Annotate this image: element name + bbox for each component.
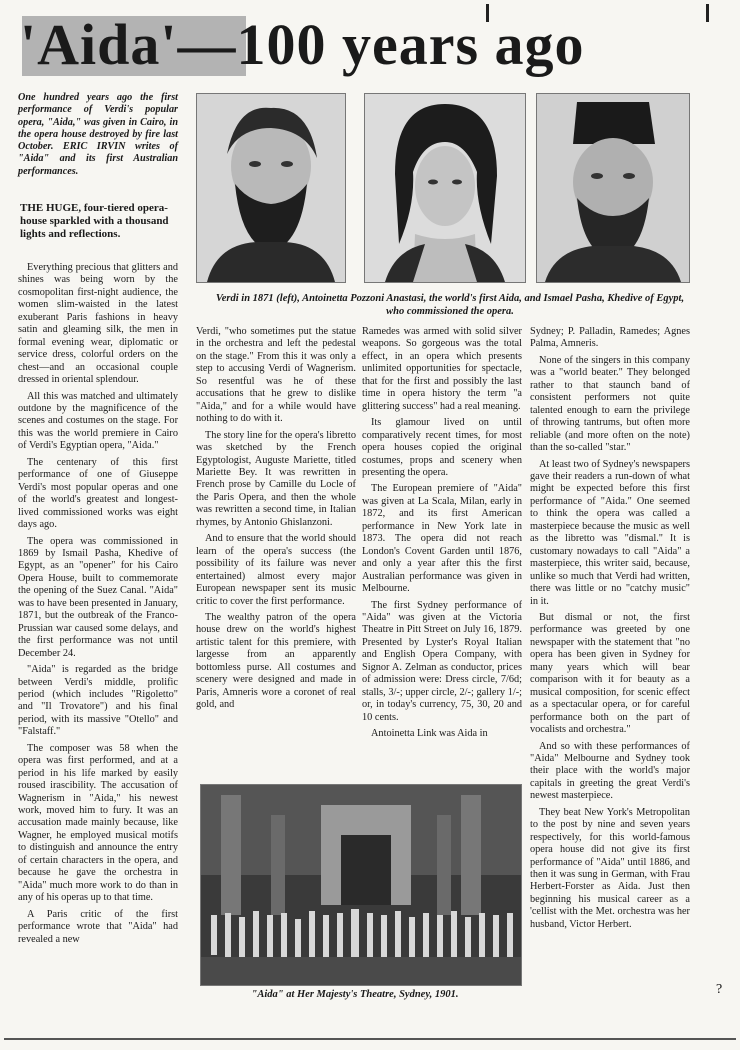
paragraph: The first Sydney performance of "Aida" was given at the Victoria Theatre in Pitt Street on July 16, 1879. Presented by Lyster's Royal Italian and English Opera Company, with Signor A. Zelman as conductor, prices of admission were: Dress circle, 7/6d; stalls, 3/-; upper circle, 2/-; gallery 1/-; or, in today's currency, 75, 30, 20 and 10 cents. — [362, 599, 522, 723]
margin-mark: ? — [716, 982, 723, 997]
article-column-2 — [196, 326, 356, 778]
paragraph: Its glamour lived on until comparatively recent times, for most opera houses copied the original costumes, props and scenery when presenting the opera. — [362, 417, 522, 478]
article-column-1 — [18, 262, 178, 1000]
article-column-4 — [530, 326, 690, 1002]
paragraph: Everything precious that glitters and shines was being worn by the cosmopolitan first-night audience, the women slim-waisted in the latest exuberant Paris fashions in heavy satin and gleaming silk, the men in formal evening wear, diplomatic or service dress, colorful orders on the chest—and an occasional couple dressed in oriental splendour. — [18, 262, 178, 386]
lead-paragraph: THE HUGE, four-tiered opera-house sparkled with a thousand lights and reflections. — [20, 202, 169, 240]
bottom-rule — [4, 1038, 736, 1040]
paragraph: Antoinetta Link was Aida in — [371, 728, 488, 740]
paragraph: And to ensure that the world should learn of the opera's success (the possibility of its failure was never entertained) almost every major European newspaper sent its music critic to cover the first performance. — [196, 533, 356, 607]
paragraph: They beat New York's Metropolitan to the post by nine and seven years respectively, for this world-famous opera house did not give its first performance of "Aida" until 1886, and then it was sung in German, with Frau Herbert-Forster as Aida. Just then beginning his musical career as a 'cellist with the Met. orchestra was her husband, Victor Herbert. — [530, 806, 690, 930]
paragraph: All this was matched and ultimately outdone by the magnificence of the scenes and costumes on the stage. For this was the world premiere in Cairo of Verdi's Egyptian opera, "Aida." — [18, 390, 178, 452]
headline-text: 'Aida'—100 years ago — [20, 12, 585, 77]
paragraph: And so with these performances of "Aida" Melbourne and Sydney took their place with the world's major capitals in greeting the great Verdi's newest masterpiece. — [530, 740, 690, 802]
photo-antoinetta-pozzoni-anastasi — [364, 93, 526, 283]
article-column-3 — [362, 326, 522, 778]
photo-caption-bottom: "Aida" at Her Majesty's Theatre, Sydney, 1901. — [251, 989, 459, 1000]
photo-caption-top: Verdi in 1871 (left), Antoinetta Pozzoni Anastasi, the world's first Aida, and Ismael Pasha, Khedive of Egypt, who commissioned the opera. — [215, 293, 685, 317]
paragraph: "Aida" is regarded as the bridge between Verdi's middle, prolific period (which includes "Rigoletto" and "Il Trovatore") and his final period, with its massive "Otello" and "Falstaff." — [18, 664, 178, 738]
paragraph: The centenary of this first performance of one of Giuseppe Verdi's most popular operas and one of the world's greatest and longest-lived commissioned works was eight days ago. — [18, 456, 178, 531]
portrait-illustration — [197, 94, 345, 282]
paragraph: None of the singers in this company was a "world beater." They belonged rather to that staunch band of consistent performers not quite talented enough to earn the privilege of throwing tantrums, but often more reliable (and more often on the note) than the so-called "star." — [530, 354, 690, 454]
paragraph: The composer was 58 when the opera was first performed, and at a period in his life marked by easily roused irascibility. The accusation of Wagnerism in "Aida," his newest work, moved him to fury. It was an accusation made mainly because, like Wagner, he employed musical motifs to distinguish and announce the entry of certain characters in the opera, and because he gave the orchestra in "Aida" much more work to do than in any of his operas up to that time. — [18, 742, 178, 904]
paragraph: At least two of Sydney's newspapers gave their readers a run-down of what might be expected before this first performance of "Aida." One seemed to think the opera was called a masterpiece because the music as well as the libretto was "dismal." It is customary nowadays to call "Aida" a masterpiece, this writer said, because, unlike so much that Verdi had written, there was little or no "catchy music" in it. — [530, 458, 690, 607]
paragraph: The European premiere of "Aida" was given at La Scala, Milan, early in 1872, and its first American performance in New York late in 1873. The opera did not reach London's Covent Garden until 1876, and only a year after this the first Australian performance was given in Melbourne. — [362, 483, 522, 595]
paragraph: The opera was commissioned in 1869 by Ismail Pasha, Khedive of Egypt, as an "opener" for his Cairo Opera House, built to commemorate the opening of the Suez Canal. "Aida" was to have been presented in January, 1871, but the outbreak of the Franco-Prussian war caused some delays, and the first performance was not until December 24. — [18, 535, 178, 659]
headline — [20, 10, 720, 80]
paragraph: The story line for the opera's libretto was sketched by the French Egyptologist, Auguste Mariette, titled Mariette Bey. It was rewritten in French prose by Camille du Locle of the Paris Opera, and then the whole was rewritten a second time, in Italian rhymes, by Antonio Ghislanzoni. — [196, 429, 356, 528]
portrait-illustration — [365, 94, 525, 282]
photo-stage-scene — [200, 784, 522, 986]
paragraph: Sydney; P. Palladin, Ramedes; Agnes Palma, Amneris. — [530, 326, 690, 350]
portrait-illustration — [537, 94, 689, 282]
paragraph: But dismal or not, the first performance was greeted by one newspaper with the statement that "no opera has been given in Sydney for many years which will bear comparison with it for beauty as a musical composition, for scenic effect as a spectacular opera, or for careful performance both on the part of vocalists and orchestra." — [530, 611, 690, 736]
photo-verdi — [196, 93, 346, 283]
intro-standfirst: One hundred years ago the first performance of Verdi's popular opera, "Aida," was given in Cairo, in the opera house destroyed by fire last October. ERIC IRVIN writes of "Aida" and its first Australian performances. — [18, 92, 178, 177]
paragraph: The wealthy patron of the opera house drew on the world's highest artistic talent for this premiere, with largesse from an apparently bottomless purse. All costumes and scenery were designed and made in Paris, Amneris wore a coronet of real gold, and — [196, 611, 356, 711]
stage-scene-illustration — [201, 785, 521, 985]
photo-ismael-pasha — [536, 93, 690, 283]
paragraph: Verdi, "who sometimes put the statue in the orchestra and left the pedestal on the stage." From this it was only a step to accusing Verdi of Wagnerism. So resentful was he of these accusations that he grew to dislike "Aida," and for a while would have nothing to do with it. — [196, 326, 356, 425]
paragraph: Ramedes was armed with solid silver weapons. So gorgeous was the total effect, in an opera which presents unlimited opportunities for spectacle, that for the first and possibly the last time in opera history the term "a glittering success" had a real meaning. — [362, 326, 522, 412]
paragraph: A Paris critic of the first performance wrote that "Aida" had revealed a new — [18, 908, 178, 945]
